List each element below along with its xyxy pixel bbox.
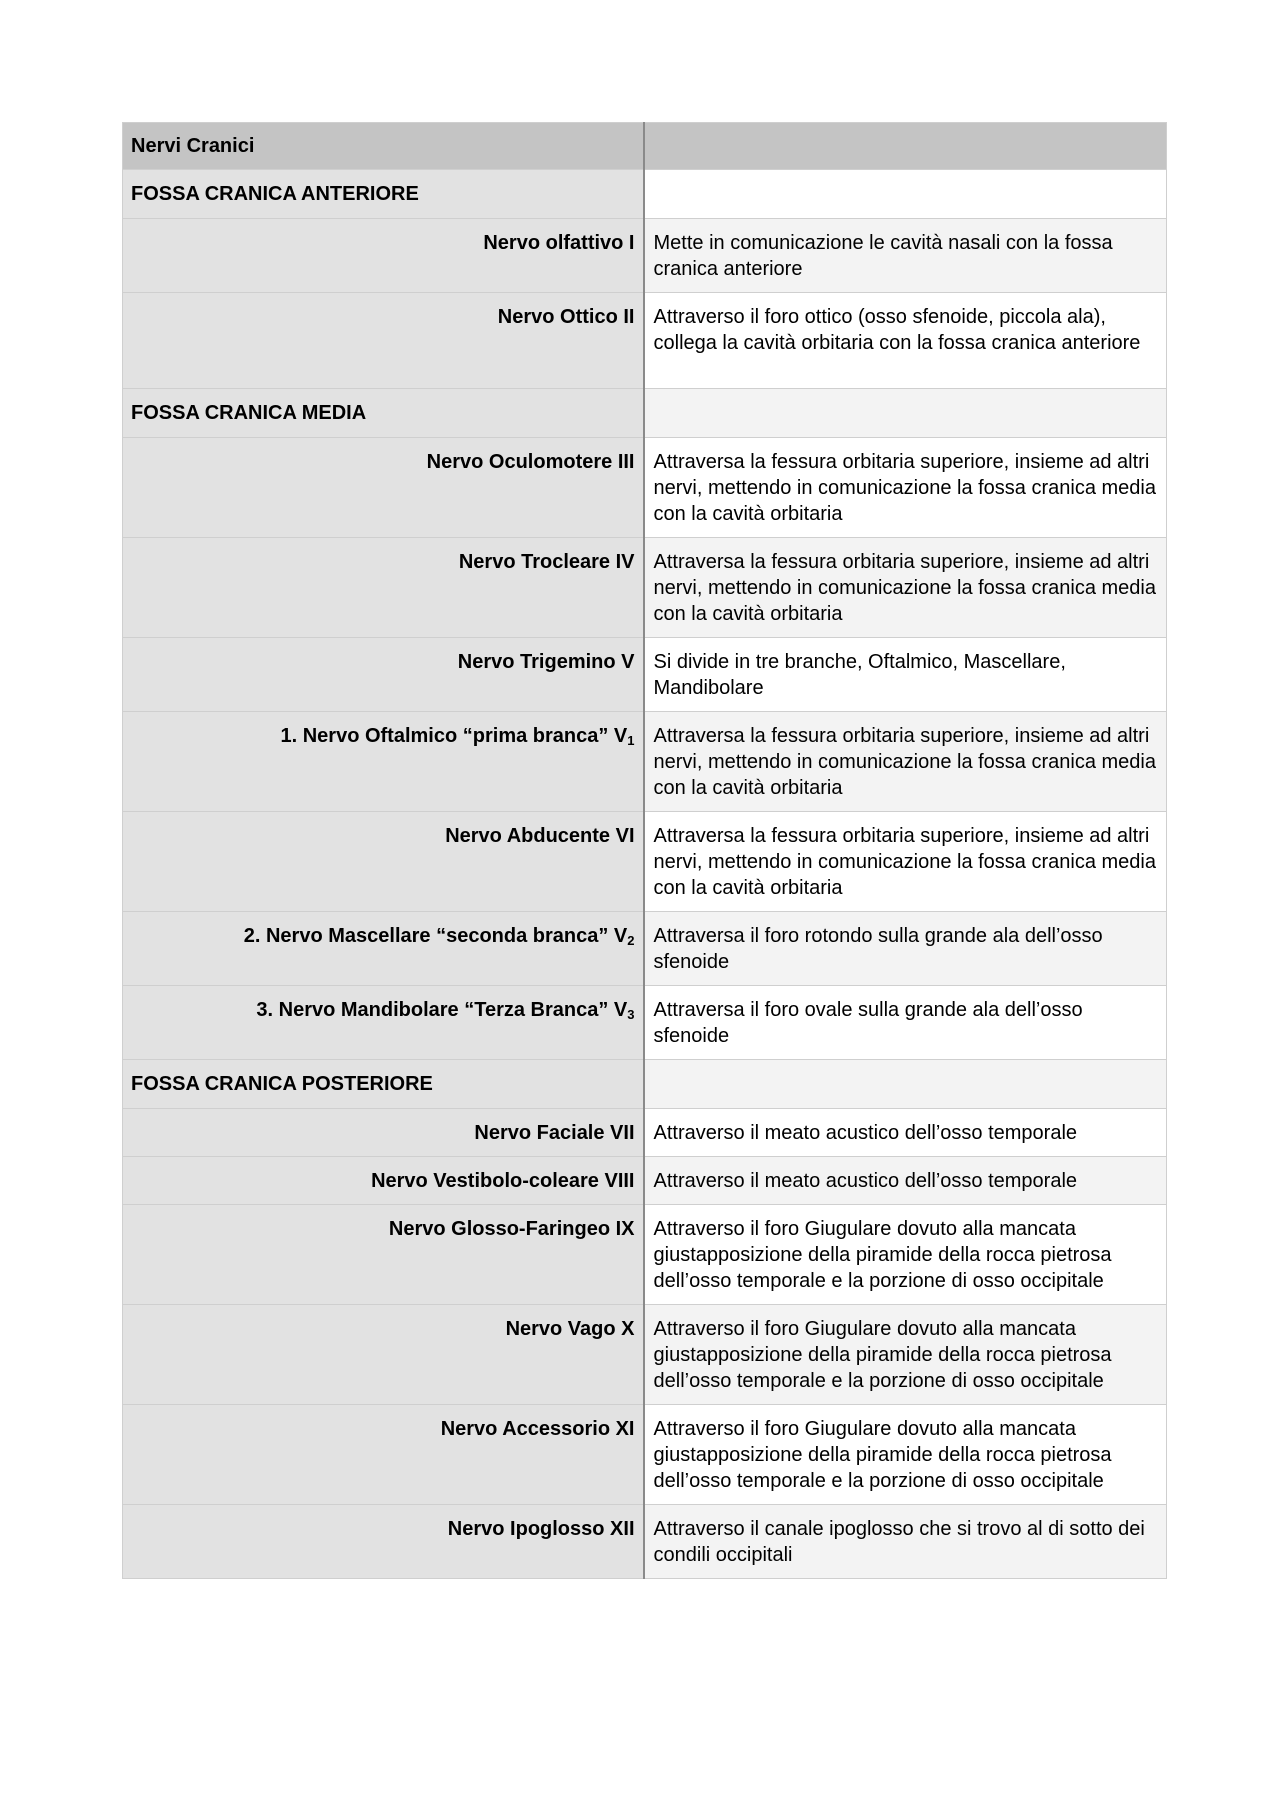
nerve-name-text: 2. Nervo Mascellare “seconda branca” V — [243, 925, 628, 947]
table-row — [123, 1305, 1167, 1405]
subscript-index: 3 — [627, 1007, 635, 1022]
nerve-name: Nervo Abducente VI — [123, 812, 644, 912]
table-row — [123, 712, 1167, 812]
nerve-name — [123, 712, 644, 812]
nerve-name: Nervo olfattivo I — [123, 219, 644, 293]
cranial-nerves-table — [122, 122, 1167, 1579]
nerve-description: Attraversa la fessura orbitaria superiore, insieme ad altri nervi, mettendo in comunicazione la fossa cranica media con la cavità orbitaria — [644, 438, 1167, 538]
nerve-name: Nervo Vago X — [123, 1305, 644, 1405]
section-label: FOSSA CRANICA POSTERIORE — [123, 1060, 644, 1109]
nerve-description: Attraverso il foro Giugulare dovuto alla mancata giustapposizione della piramide della rocca pietrosa dell’osso temporale e la porzione di osso occipitale — [644, 1205, 1167, 1305]
table-row — [123, 438, 1167, 538]
table-row — [123, 1505, 1167, 1579]
table-row — [123, 1109, 1167, 1157]
nerve-name — [123, 912, 644, 986]
section-row — [123, 170, 1167, 219]
table-row — [123, 1157, 1167, 1205]
nerve-description: Attraverso il foro Giugulare dovuto alla mancata giustapposizione della piramide della rocca pietrosa dell’osso temporale e la porzione di osso occipitale — [644, 1305, 1167, 1405]
nerve-description: Attraverso il meato acustico dell’osso temporale — [644, 1157, 1167, 1205]
nerve-description: Attraversa il foro ovale sulla grande ala dell’osso sfenoide — [644, 986, 1167, 1060]
nerve-name — [123, 986, 644, 1060]
nerve-name-text: 3. Nervo Mandibolare “Terza Branca” V — [256, 999, 628, 1021]
table-row — [123, 1405, 1167, 1505]
section-row — [123, 1060, 1167, 1109]
nerve-description: Attraversa il foro rotondo sulla grande ala dell’osso sfenoide — [644, 912, 1167, 986]
header-empty-cell — [644, 123, 1167, 170]
table-row — [123, 812, 1167, 912]
nerve-name: Nervo Glosso-Faringeo IX — [123, 1205, 644, 1305]
nerve-description: Si divide in tre branche, Oftalmico, Mascellare, Mandibolare — [644, 638, 1167, 712]
section-empty-cell — [644, 1060, 1167, 1109]
nerve-description: Attraversa la fessura orbitaria superiore, insieme ad altri nervi, mettendo in comunicazione la fossa cranica media con la cavità orbitaria — [644, 712, 1167, 812]
nerve-name: Nervo Oculomotere III — [123, 438, 644, 538]
nerve-name: Nervo Trigemino V — [123, 638, 644, 712]
nerve-name: Nervo Ipoglosso XII — [123, 1505, 644, 1579]
nerve-description: Attraversa la fessura orbitaria superiore, insieme ad altri nervi, mettendo in comunicazione la fossa cranica media con la cavità orbitaria — [644, 812, 1167, 912]
table-row — [123, 219, 1167, 293]
header-title: Nervi Cranici — [123, 123, 644, 170]
nerve-name: Nervo Faciale VII — [123, 1109, 644, 1157]
nerve-description: Attraversa la fessura orbitaria superiore, insieme ad altri nervi, mettendo in comunicazione la fossa cranica media con la cavità orbitaria — [644, 538, 1167, 638]
nerve-description: Attraverso il foro ottico (osso sfenoide, piccola ala), collega la cavità orbitaria con la fossa cranica anteriore — [644, 293, 1167, 389]
section-label: FOSSA CRANICA ANTERIORE — [123, 170, 644, 219]
table-header-row — [123, 123, 1167, 170]
nerve-description: Attraverso il foro Giugulare dovuto alla mancata giustapposizione della piramide della rocca pietrosa dell’osso temporale e la porzione di osso occipitale — [644, 1405, 1167, 1505]
subscript-index: 2 — [627, 933, 635, 948]
section-empty-cell — [644, 389, 1167, 438]
section-label: FOSSA CRANICA MEDIA — [123, 389, 644, 438]
nerve-description: Mette in comunicazione le cavità nasali con la fossa cranica anteriore — [644, 219, 1167, 293]
table-row — [123, 538, 1167, 638]
subscript-index: 1 — [627, 733, 635, 748]
nerve-name: Nervo Accessorio XI — [123, 1405, 644, 1505]
section-row — [123, 389, 1167, 438]
table-row — [123, 1205, 1167, 1305]
nerve-description: Attraverso il meato acustico dell’osso temporale — [644, 1109, 1167, 1157]
table-row — [123, 293, 1167, 389]
nerve-name: Nervo Vestibolo-coleare VIII — [123, 1157, 644, 1205]
table-row — [123, 986, 1167, 1060]
section-empty-cell — [644, 170, 1167, 219]
nerve-name: Nervo Ottico II — [123, 293, 644, 389]
nerve-name: Nervo Trocleare IV — [123, 538, 644, 638]
nerve-name-text: 1. Nervo Oftalmico “prima branca” V — [280, 725, 628, 747]
nerve-description: Attraverso il canale ipoglosso che si trovo al di sotto dei condili occipitali — [644, 1505, 1167, 1579]
table-row — [123, 912, 1167, 986]
table-row — [123, 638, 1167, 712]
